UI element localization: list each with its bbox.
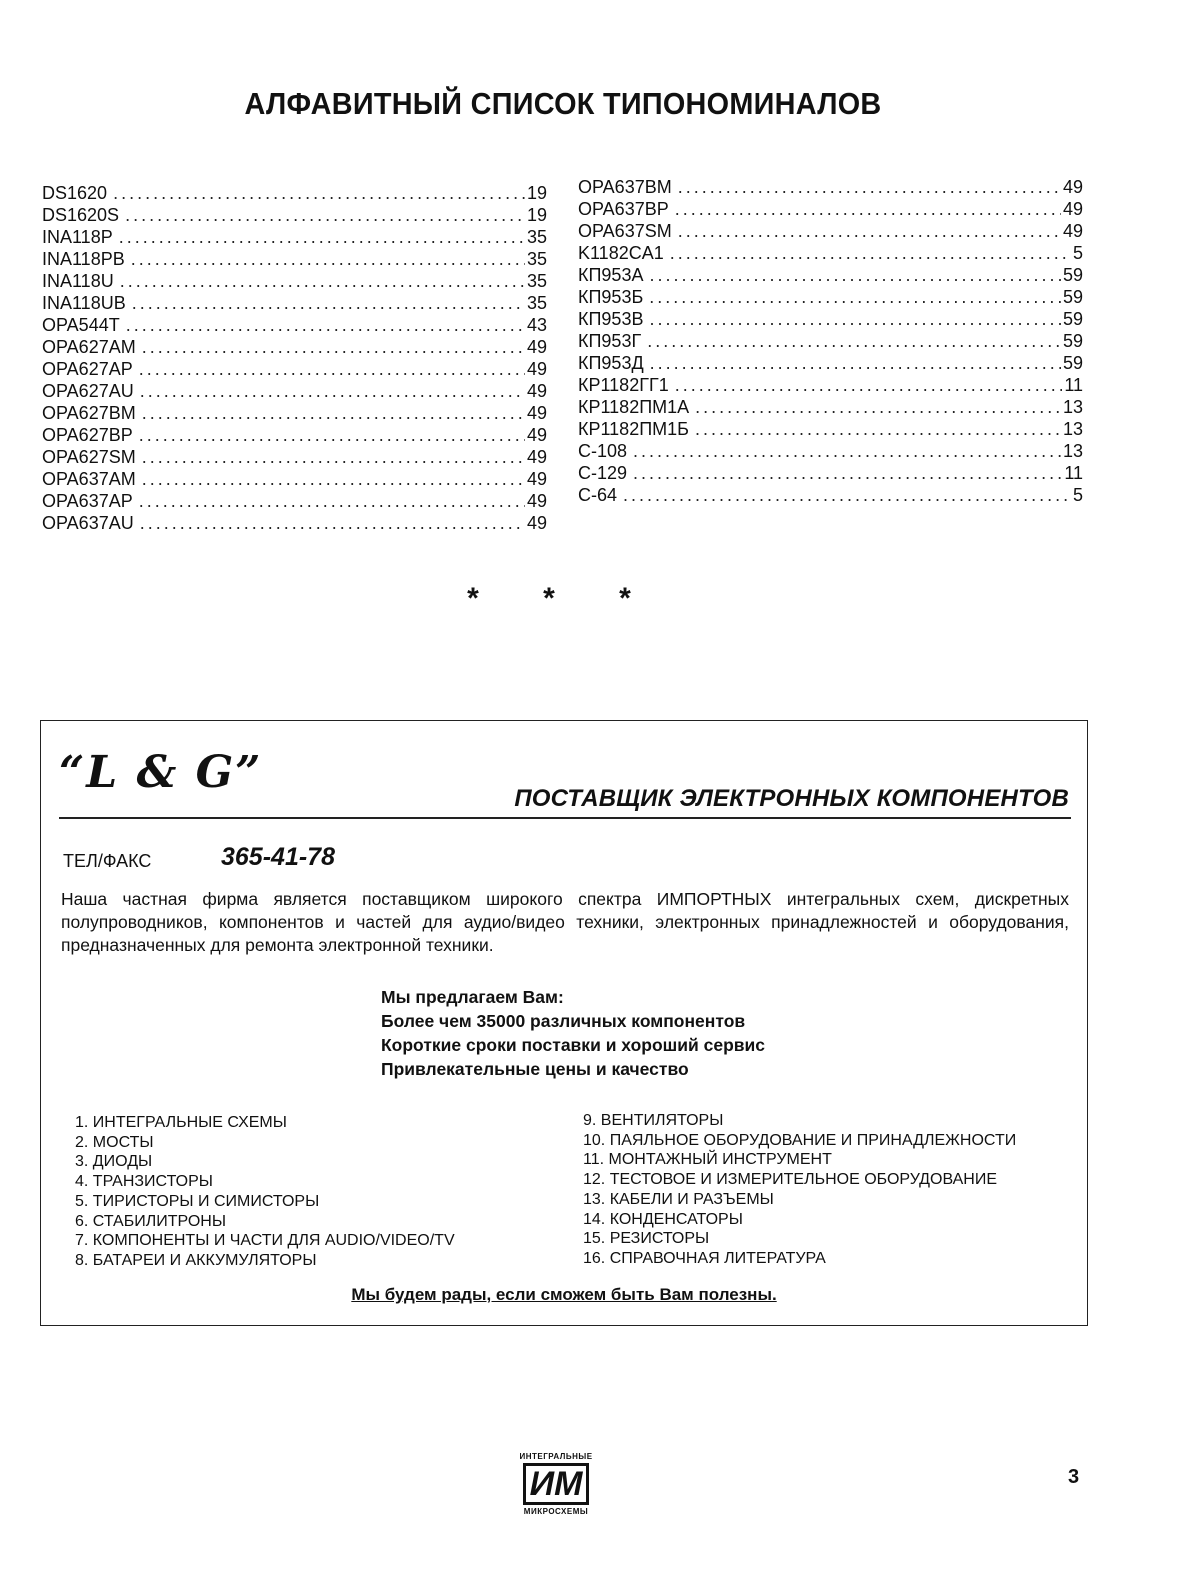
leader-dots: [142, 402, 525, 424]
company-logo: “L & G”: [59, 747, 263, 798]
page-ref: 35: [526, 227, 547, 247]
index-entry: [42, 446, 547, 468]
tel-number: 365-41-78: [221, 843, 335, 871]
part-number: OPA637SM: [578, 221, 672, 241]
page-ref: 49: [526, 447, 547, 467]
leader-dots: [140, 512, 525, 534]
part-number: OPA637BP: [578, 199, 669, 219]
leader-dots: [142, 468, 525, 490]
index-entry: [578, 242, 1083, 264]
list-line: 5. ТИРИСТОРЫ И СИМИСТОРЫ: [75, 1192, 320, 1210]
list-line: Мы предлагаем Вам:: [381, 987, 564, 1007]
leader-dots: [142, 336, 525, 358]
list-line: 15. РЕЗИСТОРЫ: [583, 1230, 710, 1248]
part-number: DS1620: [42, 183, 108, 203]
page-ref: 11: [1064, 375, 1083, 395]
page-ref: 49: [526, 469, 547, 489]
leader-dots: [647, 330, 1061, 352]
index-column-right: [578, 176, 1083, 506]
page-ref: 59: [1062, 331, 1083, 351]
part-number: КП953Д: [578, 353, 644, 373]
leader-dots: [142, 446, 525, 468]
index-entry: [578, 374, 1083, 396]
page-ref: 35: [526, 249, 547, 269]
leader-dots: [113, 182, 525, 204]
index-entry: [42, 468, 547, 490]
part-number: С-64: [578, 485, 618, 505]
list-line: Привлекательные цены и качество: [381, 1059, 689, 1079]
part-number: КП953А: [578, 265, 644, 285]
page-ref: 11: [1064, 463, 1083, 483]
page-ref: 49: [526, 403, 547, 423]
page-ref: 5: [1072, 243, 1083, 263]
part-number: OPA627BM: [42, 403, 136, 423]
part-number: OPA544T: [42, 315, 120, 335]
leader-dots: [132, 292, 525, 314]
page-ref: 49: [526, 359, 547, 379]
leader-dots: [633, 440, 1061, 462]
list-line: 7. КОМПОНЕНТЫ И ЧАСТИ ДЛЯ AUDIO/VIDEO/TV: [75, 1232, 455, 1250]
leader-dots: [623, 484, 1071, 506]
part-number: INA118P: [42, 227, 113, 247]
part-number: OPA627BP: [42, 425, 133, 445]
leader-dots: [140, 380, 525, 402]
logo-mark: ИМ: [523, 1463, 590, 1505]
page-ref: 49: [526, 491, 547, 511]
leader-dots: [649, 264, 1061, 286]
page-title: АЛФАВИТНЫЙ СПИСОК ТИПОНОМИНАЛОВ: [244, 86, 882, 121]
advertisement-box: [40, 720, 1088, 1326]
list-line: 14. КОНДЕНСАТОРЫ: [583, 1210, 743, 1228]
index-entry: [42, 314, 547, 336]
index-entry: [578, 308, 1083, 330]
page-ref: 13: [1062, 441, 1083, 461]
header-rule: [59, 817, 1071, 819]
page-ref: 5: [1072, 485, 1083, 505]
offer-list: [381, 985, 765, 1081]
index-entry: [42, 248, 547, 270]
page-ref: 13: [1062, 419, 1083, 439]
section-separator: * * *: [467, 582, 659, 615]
list-line: 12. ТЕСТОВОЕ И ИЗМЕРИТЕЛЬНОЕ ОБОРУДОВАНИЕ: [583, 1171, 997, 1189]
index-entry: [578, 176, 1083, 198]
leader-dots: [678, 220, 1061, 242]
part-number: С-129: [578, 463, 628, 483]
index-entry: [578, 440, 1083, 462]
leader-dots: [120, 270, 525, 292]
leader-dots: [695, 396, 1061, 418]
list-line: 11. МОНТАЖНЫЙ ИНСТРУМЕНТ: [583, 1151, 832, 1169]
logo-bottom-text: МИКРОСХЕМЫ: [523, 1507, 589, 1516]
list-line: 2. МОСТЫ: [75, 1133, 154, 1151]
page-ref: 49: [526, 337, 547, 357]
list-line: 16. СПРАВОЧНАЯ ЛИТЕРАТУРА: [583, 1249, 826, 1267]
part-number: OPA627AM: [42, 337, 136, 357]
page-ref: 35: [526, 293, 547, 313]
part-number: DS1620S: [42, 205, 120, 225]
leader-dots: [675, 198, 1061, 220]
index-entry: [42, 490, 547, 512]
leader-dots: [649, 286, 1061, 308]
list-line: 4. ТРАНЗИСТОРЫ: [75, 1173, 213, 1191]
index-entry: [42, 380, 547, 402]
list-line: Короткие сроки поставки и хороший сервис: [381, 1035, 766, 1055]
part-number: КР1182ПМ1Б: [578, 419, 689, 439]
index-entry: [578, 220, 1083, 242]
leader-dots: [125, 204, 525, 226]
part-number: OPA627AP: [42, 359, 133, 379]
publisher-logo: [508, 1452, 604, 1516]
categories-right: [583, 1111, 1016, 1269]
page-ref: 49: [1062, 221, 1083, 241]
logo-top-text: ИНТЕГРАЛЬНЫЕ: [519, 1452, 593, 1461]
index-entry: [42, 512, 547, 534]
part-number: OPA637BM: [578, 177, 672, 197]
page-ref: 49: [526, 513, 547, 533]
leader-dots: [670, 242, 1071, 264]
tel-label: ТЕЛ/ФАКС: [63, 851, 152, 871]
index-entry: [578, 198, 1083, 220]
page-ref: 19: [526, 183, 547, 203]
index-entry: [42, 204, 547, 226]
leader-dots: [678, 176, 1061, 198]
index-entry: [42, 402, 547, 424]
leader-dots: [649, 308, 1061, 330]
page-ref: 19: [526, 205, 547, 225]
leader-dots: [650, 352, 1061, 374]
page-ref: 59: [1062, 353, 1083, 373]
list-line: 10. ПАЯЛЬНОЕ ОБОРУДОВАНИЕ И ПРИНАДЛЕЖНОСТИ: [583, 1131, 1017, 1149]
page-ref: 49: [1062, 177, 1083, 197]
index-entry: [42, 358, 547, 380]
leader-dots: [131, 248, 525, 270]
page-number: 3: [1068, 1466, 1080, 1488]
leader-dots: [139, 358, 525, 380]
index-entry: [578, 286, 1083, 308]
part-number: INA118U: [42, 271, 114, 291]
closing-line: Мы будем рады, если сможем быть Вам полезны.: [351, 1285, 777, 1304]
index-entry: [578, 462, 1083, 484]
leader-dots: [126, 314, 525, 336]
leader-dots: [139, 490, 525, 512]
categories-left: [75, 1113, 455, 1271]
part-number: КР1182ГГ1: [578, 375, 669, 395]
page-ref: 59: [1062, 265, 1083, 285]
page-ref: 43: [526, 315, 547, 335]
index-entry: [42, 424, 547, 446]
part-number: КП953В: [578, 309, 644, 329]
leader-dots: [633, 462, 1062, 484]
list-line: 8. БАТАРЕИ И АККУМУЛЯТОРЫ: [75, 1251, 317, 1269]
index-entry: [42, 270, 547, 292]
part-number: КП953Г: [578, 331, 642, 351]
index-entry: [42, 226, 547, 248]
part-number: INA118PB: [42, 249, 125, 269]
leader-dots: [675, 374, 1063, 396]
page-ref: 49: [526, 381, 547, 401]
part-number: OPA637AP: [42, 491, 133, 511]
part-number: INA118UB: [42, 293, 126, 313]
list-line: 13. КАБЕЛИ И РАЗЪЕМЫ: [583, 1190, 774, 1208]
index-entry: [42, 182, 547, 204]
page-ref: 59: [1062, 309, 1083, 329]
index-entry: [578, 330, 1083, 352]
list-line: 1. ИНТЕГРАЛЬНЫЕ СХЕМЫ: [75, 1114, 287, 1131]
company-description: Наша частная фирма является поставщиком широкого спектра ИМПОРТНЫХ интегральных схем, дискретных полупроводников, компонентов и частей для аудио/видео техники, электронных принадлежностей и оборудования, предназначенных для ремонта электронной техники.: [61, 889, 1069, 955]
list-line: 6. СТАБИЛИТРОНЫ: [75, 1212, 226, 1230]
index-entry: [578, 264, 1083, 286]
part-number: K1182CA1: [578, 243, 664, 263]
company-tagline: ПОСТАВЩИК ЭЛЕКТРОННЫХ КОМПОНЕНТОВ: [514, 785, 1069, 812]
part-number: OPA637AM: [42, 469, 136, 489]
page-ref: 49: [1062, 199, 1083, 219]
part-number: С-108: [578, 441, 628, 461]
part-number: OPA627SM: [42, 447, 136, 467]
part-number: OPA627AU: [42, 381, 134, 401]
index-entry: [42, 292, 547, 314]
index-entry: [578, 352, 1083, 374]
index-entry: [578, 418, 1083, 440]
list-line: 3. ДИОДЫ: [75, 1153, 153, 1171]
leader-dots: [139, 424, 525, 446]
page-ref: 35: [526, 271, 547, 291]
page-ref: 49: [526, 425, 547, 445]
index-entry: [578, 396, 1083, 418]
page-ref: 59: [1062, 287, 1083, 307]
list-line: Более чем 35000 различных компонентов: [381, 1011, 746, 1031]
list-line: 9. ВЕНТИЛЯТОРЫ: [583, 1112, 724, 1129]
part-number: КП953Б: [578, 287, 644, 307]
leader-dots: [119, 226, 525, 248]
page-ref: 13: [1062, 397, 1083, 417]
index-entry: [42, 336, 547, 358]
part-number: КР1182ПМ1А: [578, 397, 690, 417]
part-number: OPA637AU: [42, 513, 134, 533]
index-entry: [578, 484, 1083, 506]
leader-dots: [695, 418, 1061, 440]
index-column-left: [42, 182, 547, 534]
